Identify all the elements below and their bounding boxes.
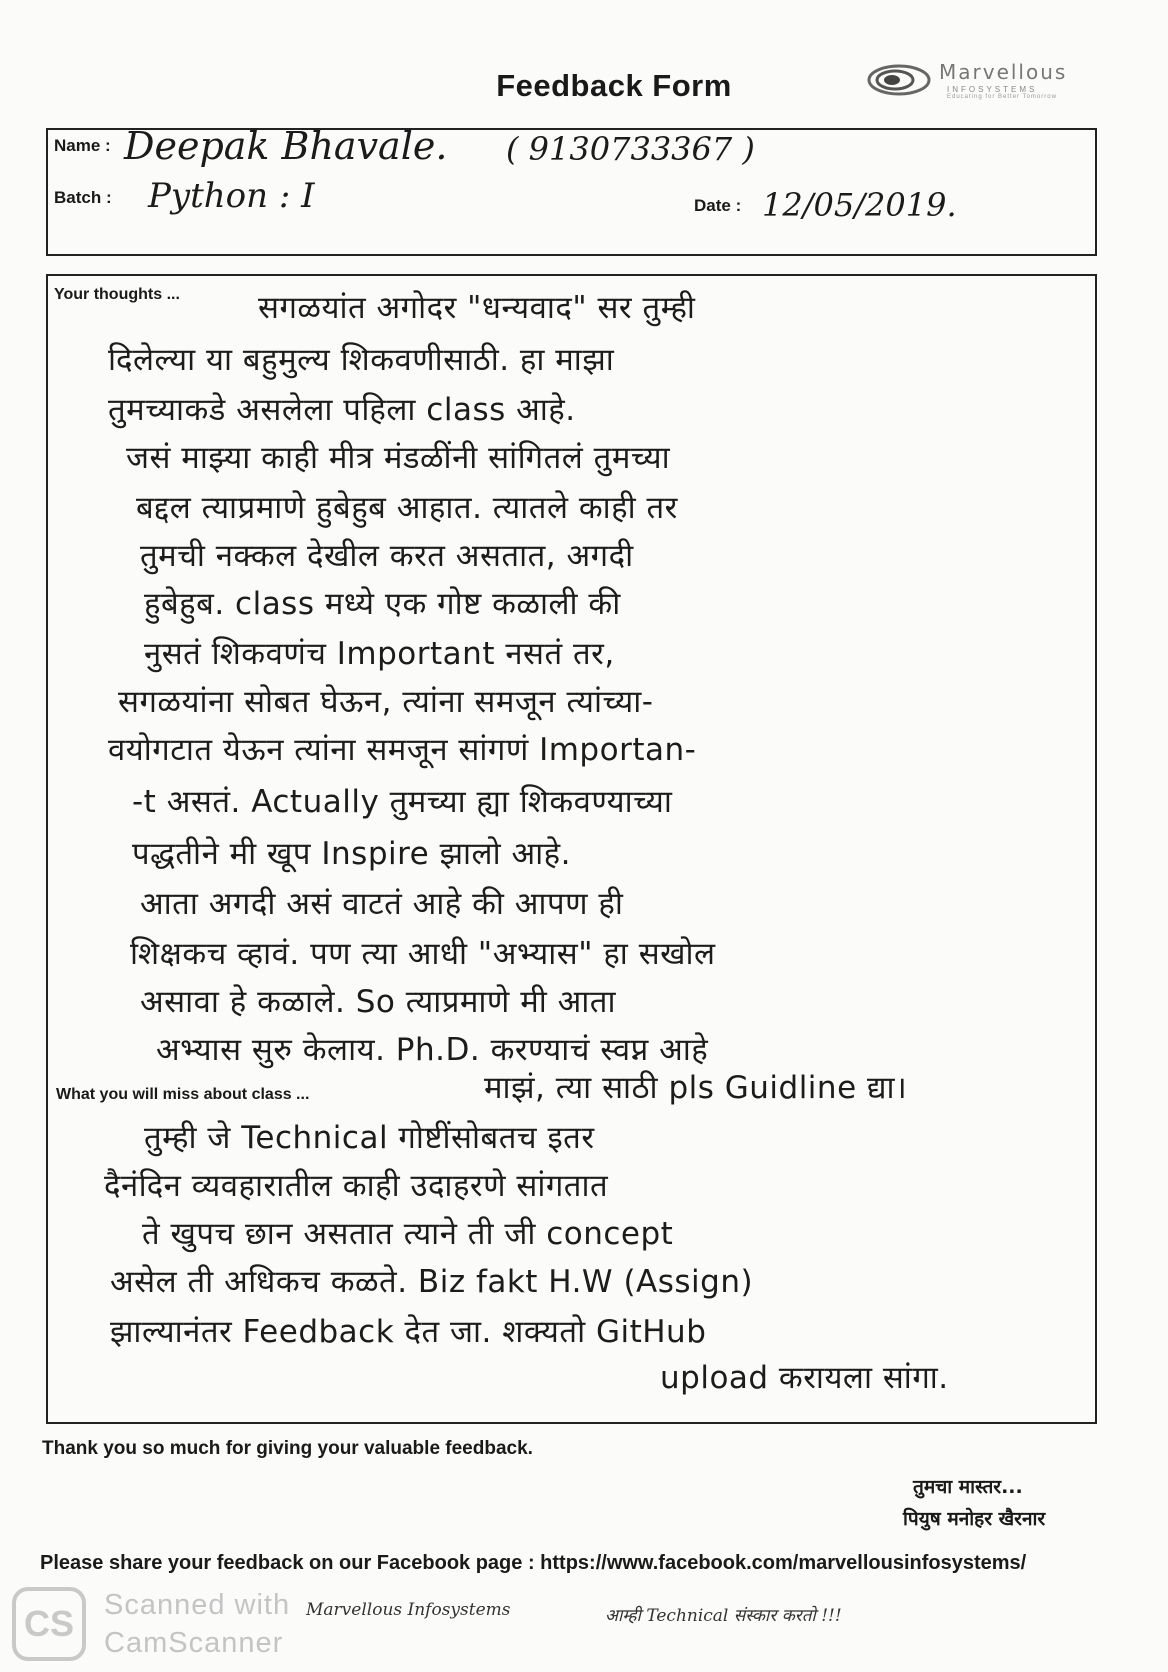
details-box xyxy=(46,124,1097,256)
thought-line: शिक्षकच व्हावं. पण त्या आधी "अभ्यास" हा सखोल xyxy=(130,936,716,972)
thought-line: अभ्यास सुरु केलाय. Ph.D. करण्याचं स्वप्न आहे xyxy=(156,1032,709,1068)
date-value: 12/05/2019. xyxy=(762,186,957,224)
thought-line: नुसतं शिकवणंच Important नसतं तर, xyxy=(144,636,615,672)
signature-name: पियुष मनोहर खैरनार xyxy=(903,1508,1046,1530)
name-value: Deepak Bhavale. xyxy=(124,124,448,168)
thought-line: -t असतं. Actually तुमच्या ह्या शिकवण्याच्या xyxy=(132,784,673,820)
thought-line: तुमची नक्कल देखील करत असतात, अगदी xyxy=(140,538,634,574)
marvellous-logo xyxy=(865,58,1135,102)
signature-greeting: तुमचा मास्तर... xyxy=(913,1476,1023,1498)
feedback-box xyxy=(46,274,1097,1424)
batch-label: Batch : xyxy=(54,188,112,207)
brand-footer: Marvellous Infosystems xyxy=(306,1600,511,1620)
logo-sub: INFOSYSTEMS xyxy=(947,85,1038,94)
thought-line: जसं माझ्या काही मीत्र मंडळींनी सांगितलं तुमच्या xyxy=(126,440,671,476)
logo-name: Marvellous xyxy=(939,60,1068,84)
thought-line: दिलेल्या या बहुमुल्य शिकवणीसाठी. हा माझा xyxy=(108,342,615,378)
miss-line: दैनंदिन व्यवहारातील काही उदाहरणे सांगतात xyxy=(104,1168,609,1204)
name-label: Name : xyxy=(54,136,111,155)
thought-line: सगळयांना सोबत घेऊन, त्यांना समजून त्यांच्या- xyxy=(118,684,654,720)
thought-line: तुमच्याकडे असलेला पहिला class आहे. xyxy=(108,392,576,428)
thought-line: वयोगटात येऊन त्यांना समजून सांगणं Importan- xyxy=(108,732,697,768)
date-label: Date : xyxy=(694,196,742,215)
miss-line: तुम्ही जे Technical गोष्टींसोबतच इतर xyxy=(144,1120,595,1156)
logo-tagline: Educating for Better Tomorrow xyxy=(947,94,1057,100)
thought-line: सगळयांत अगोदर "धन्यवाद" सर तुम्ही xyxy=(258,290,696,326)
thought-line: पद्धतीने मी खूप Inspire झालो आहे. xyxy=(132,836,571,872)
miss-line: झाल्यानंतर Feedback देत जा. शक्यतो GitHub xyxy=(110,1314,707,1350)
camscanner-icon: CS xyxy=(12,1587,86,1661)
scanner-line-2: CamScanner xyxy=(104,1627,284,1659)
phone-value: ( 9130733367 ) xyxy=(506,130,755,168)
miss-label: What you will miss about class ... xyxy=(56,1086,310,1103)
thought-line: बद्दल त्याप्रमाणे हुबेहुब आहात. त्यातले काही तर xyxy=(136,490,678,526)
batch-value: Python : I xyxy=(148,176,315,216)
scanner-line-1: Scanned with xyxy=(104,1589,291,1621)
camscanner-watermark xyxy=(104,1586,290,1662)
form-title: Feedback Form xyxy=(496,68,732,103)
thought-line: हुबेहुब. class मध्ये एक गोष्ट कळाली की xyxy=(144,586,621,622)
thought-line: माझं, त्या साठी pls Guidline द्या। xyxy=(484,1070,908,1106)
thoughts-label: Your thoughts ... xyxy=(54,286,180,303)
motto-footer: आम्ही Technical संस्कार करतो !!! xyxy=(605,1606,842,1626)
thought-line: आता अगदी असं वाटतं आहे की आपण ही xyxy=(140,886,624,922)
miss-line: upload करायला सांगा. xyxy=(660,1360,949,1396)
facebook-share-text: Please share your feedback on our Facebook page : https://www.facebook.com/marvellousinfosystems/ xyxy=(40,1552,1027,1574)
marvellous-swirl-icon xyxy=(865,58,935,102)
miss-line: ते खुपच छान असतात त्याने ती जी concept xyxy=(142,1216,674,1252)
thanks-text: Thank you so much for giving your valuable feedback. xyxy=(42,1438,533,1459)
miss-line: असेल ती अधिकच कळते. Biz fakt H.W (Assign) xyxy=(110,1264,754,1300)
thought-line: असावा हे कळाले. So त्याप्रमाणे मी आता xyxy=(140,984,616,1020)
